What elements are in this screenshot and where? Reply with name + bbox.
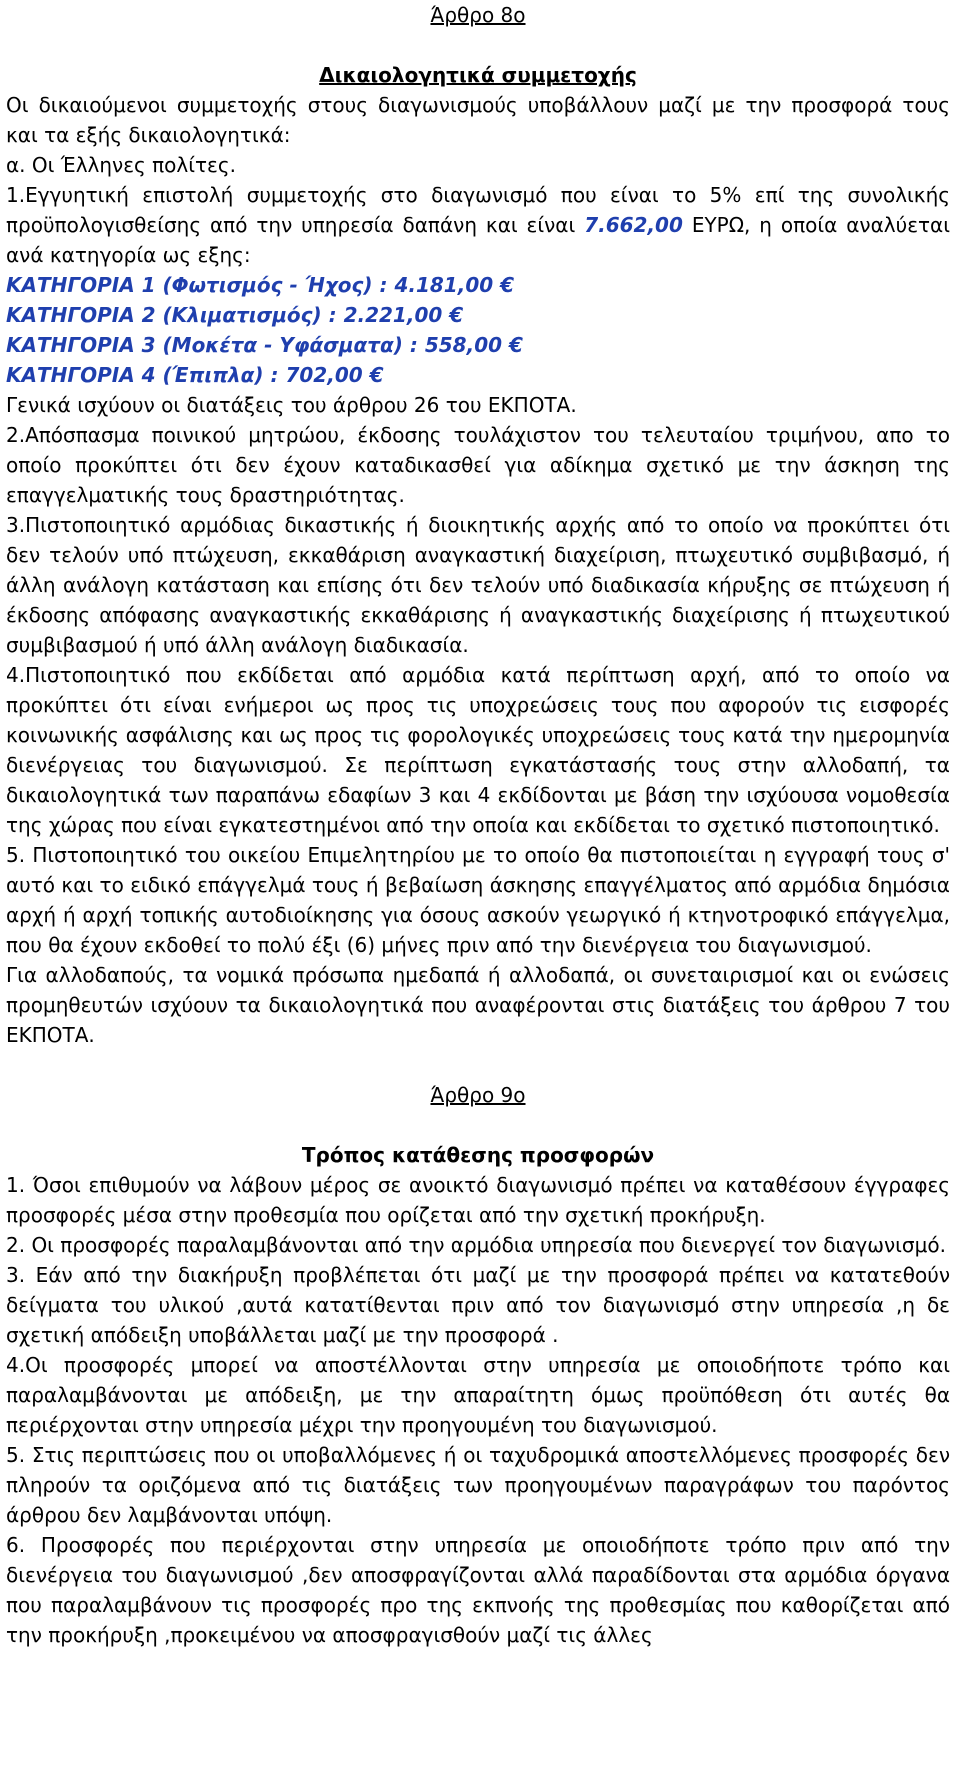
category-2: ΚΑΤΗΓΟΡΙΑ 2 (Κλιματισμός) : 2.221,00 € — [6, 303, 464, 327]
article-9-item-3: 3. Εάν από την διακήρυξη προβλέπεται ότι μαζί με την προσφορά πρέπει να κατατεθούν δείγματα του υλικού ,αυτά κατατίθενται πριν από τον διαγωνισμό στην υπηρεσία ,η δε σχετική απόδειξη υποβάλλεται μαζί με την προσφορά . — [6, 1263, 950, 1347]
spacer — [6, 30, 950, 60]
item-1-text: 1.Εγγυητική επιστολή συμμετοχής στο διαγωνισμό που είναι το 5% επί της συνολικής προϋπολογισθείσης από την υπηρεσία δαπάνη και είναι — [6, 183, 950, 237]
guarantee-amount: 7.662,00 — [584, 213, 683, 237]
article-8-general: Γενικά ισχύουν οι διατάξεις του άρθρου 26 του ΕΚΠΟΤΑ. — [6, 393, 577, 417]
article-8-item-3: 3.Πιστοποιητικό αρμόδιας δικαστικής ή διοικητικής αρχής από το οποίο να προκύπτει ότι δεν τελούν υπό πτώχευση, εκκαθάριση αναγκαστική διαχείριση, πτωχευτικό συμβιβασμό, ή άλλη ανάλογη κατάσταση και επίσης ότι δεν τελούν υπό διαδικασία κήρυξης σε πτώχευση ή έκδοσης απόφασης αναγκαστικής εκκαθάρισης ή αναγκαστικής διαχείρισης ή πτωχευτικού συμβιβασμού ή υπό άλλη ανάλογη διαδικασία. — [6, 513, 950, 657]
article-8-intro: Οι δικαιούμενοι συμμετοχής στους διαγωνισμούς υποβάλλουν μαζί με την προσφορά τους και τα εξής δικαιολογητικά: — [6, 93, 950, 147]
article-9-heading: Άρθρο 9ο — [430, 1083, 526, 1107]
spacer — [6, 1110, 950, 1140]
article-8-item-4: 4.Πιστοποιητικό που εκδίδεται από αρμόδια κατά περίπτωση αρχή, από το οποίο να προκύπτει ότι είναι ενήμεροι ως προς τις υποχρεώσεις τους που αφορούν τις εισφορές κοινωνικής ασφάλισης και ως προς τις φορολογικές υποχρεώσεις τους κατά την ημερομηνία διενέργειας του διαγωνισμού. Σε περίπτωση εγκατάστασής τους στην αλλοδαπή, τα δικαιολογητικά των παραπάνω εδαφίων 3 και 4 εκδίδονται με βάση την ισχύουσα νομοθεσία της χώρας που είναι εγκατεστημένοι από την οποία και εκδίδεται το σχετικό πιστοποιητικό. — [6, 663, 950, 837]
article-8-heading: Άρθρο 8ο — [430, 3, 526, 27]
article-8-item-2: 2.Απόσπασμα ποινικού μητρώου, έκδοσης τουλάχιστον του τελευταίου τριμήνου, απο το οποίο προκύπτει ότι δεν έχουν καταδικασθεί για αδίκημα σχετικό με την άσκηση της επαγγελματικής τους δραστηριότητας. — [6, 423, 950, 507]
article-9-item-1: 1. Όσοι επιθυμούν να λάβουν μέρος σε ανοικτό διαγωνισμό πρέπει να καταθέσουν έγγραφες προσφορές μέσα στην προθεσμία που ορίζεται από την σχετική προκήρυξη. — [6, 1173, 950, 1227]
article-8-foreigners: Για αλλοδαπούς, τα νομικά πρόσωπα ημεδαπά ή αλλοδαπά, οι συνεταιρισμοί και οι ενώσεις προμηθευτών ισχύουν τα δικαιολογητικά που αναφέρονται στις διατάξεις του άρθρου 7 του ΕΚΠΟΤΑ. — [6, 963, 950, 1047]
article-9-item-2: 2. Οι προσφορές παραλαμβάνονται από την αρμόδια υπηρεσία που διενεργεί τον διαγωνισμό. — [6, 1233, 946, 1257]
article-9-item-6: 6. Προσφορές που περιέρχονται στην υπηρεσία με οποιοδήποτε τρόπο πριν από την διενέργεια του διαγωνισμού ,δεν αποσφραγίζονται αλλά παραδίδονται στα αρμόδια όργανα που παραλαμβάνουν τις προσφορές προ της εκπνοής της προθεσμίας που καθορίζεται από την προκήρυξη ,προκειμένου να αποσφραγισθούν μαζί τις άλλες — [6, 1533, 950, 1647]
article-9-title: Τρόπος κατάθεσης προσφορών — [301, 1143, 655, 1167]
category-4: ΚΑΤΗΓΟΡΙΑ 4 (Έπιπλα) : 702,00 € — [6, 363, 384, 387]
spacer — [6, 1050, 950, 1080]
article-9-item-5: 5. Στις περιπτώσεις που οι υποβαλλόμενες ή οι ταχυδρομικά αποστελλόμενες προσφορές δεν πληρούν τα οριζόμενα από τις διατάξεις των προηγουμένων παραγράφων του παρόντος άρθρου δεν λαμβάνονται υπόψη. — [6, 1443, 950, 1527]
article-8-title: Δικαιολογητικά συμμετοχής — [319, 63, 637, 87]
article-8-item-1 — [6, 180, 950, 270]
article-9-item-4: 4.Οι προσφορές μπορεί να αποστέλλονται στην υπηρεσία με οποιοδήποτε τρόπο και παραλαμβάνονται με απόδειξη, με την απαραίτητη όμως προϋπόθεση ότι αυτές θα περιέρχονται στην υπηρεσία μέχρι την προηγουμένη του διαγωνισμού. — [6, 1353, 950, 1437]
category-3: ΚΑΤΗΓΟΡΙΑ 3 (Μοκέτα - Υφάσματα) : 558,00 € — [6, 333, 523, 357]
article-8-item-a: α. Οι Έλληνες πολίτες. — [6, 153, 236, 177]
article-8-item-5: 5. Πιστοποιητικό του οικείου Επιμελητηρίου με το οποίο θα πιστοποιείται η εγγραφή τους σ' αυτό και το ειδικό επάγγελμά τους ή βεβαίωση άσκησης επαγγέλματος από αρμόδια δημόσια αρχή ή αρχή τοπικής αυτοδιοίκησης για όσους ασκούν γεωργικό ή κτηνοτροφικό επάγγελμα, που θα έχουν εκδοθεί το πολύ έξι (6) μήνες πριν από την διενέργεια του διαγωνισμού. — [6, 843, 950, 957]
category-1: ΚΑΤΗΓΟΡΙΑ 1 (Φωτισμός - Ήχος) : 4.181,00 € — [6, 273, 515, 297]
item-1-text-end: ΕΥΡΩ, η οποία αναλύεται ανά κατηγορία ως εξης: — [6, 213, 950, 267]
